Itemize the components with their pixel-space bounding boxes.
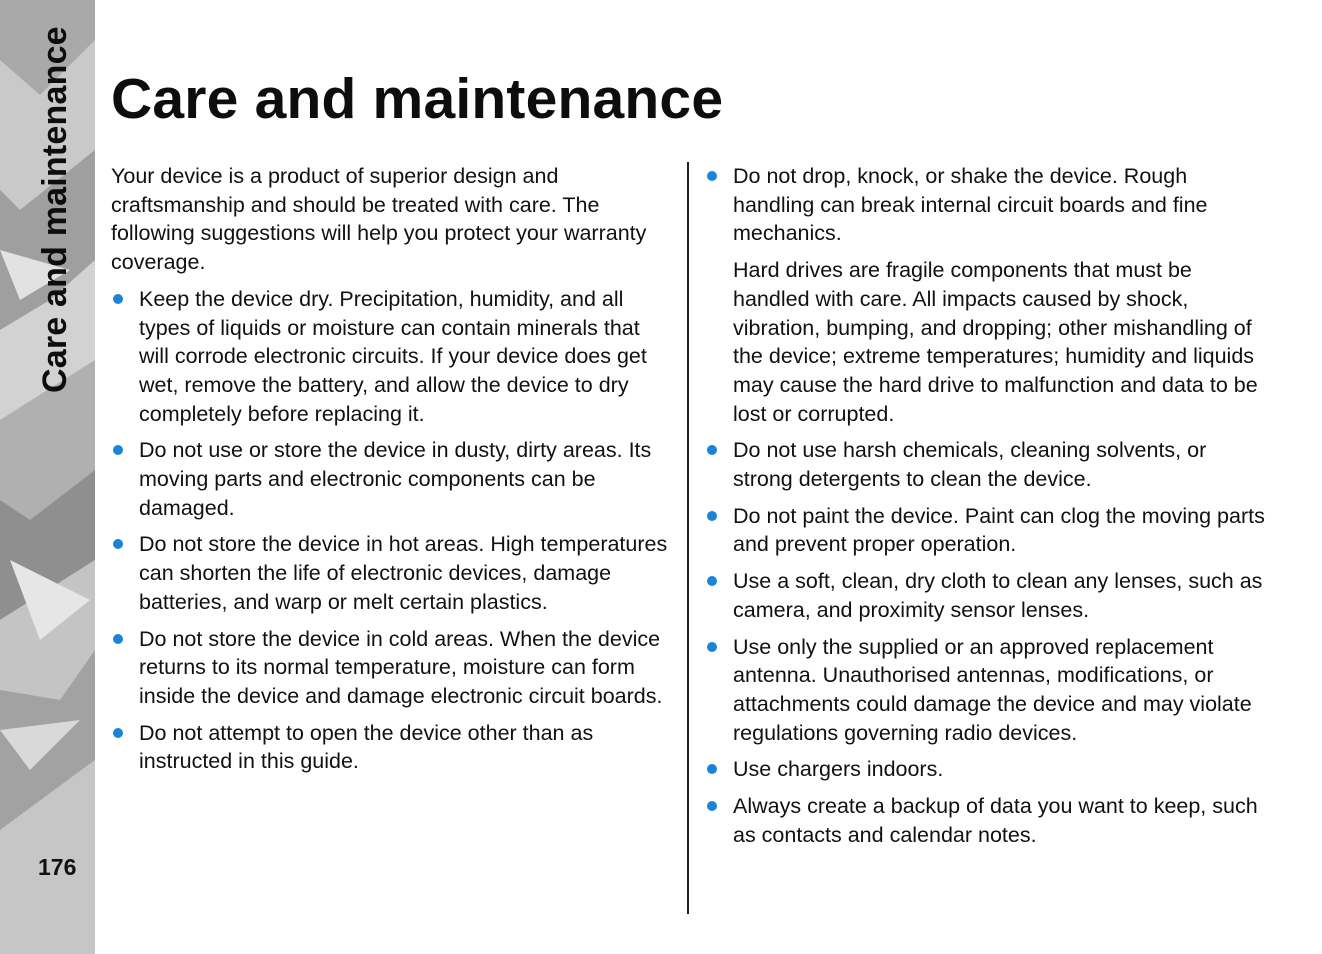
list-item-text: Do not drop, knock, or shake the device. Rough handling can break internal circuit boards and fine mechanics. [733, 164, 1208, 246]
list-item [111, 436, 673, 522]
list-item [705, 792, 1271, 849]
list-item-text: Use chargers indoors. [733, 757, 944, 782]
right-bullet-list [705, 162, 1271, 849]
right-column [705, 162, 1271, 857]
bullet-dot-icon [707, 801, 717, 811]
bullet-dot-icon [113, 445, 123, 455]
list-item-text: Use only the supplied or an approved replacement antenna. Unauthorised antennas, modifications, or attachments could damage the device and may violate regulations governing radio devices. [733, 634, 1252, 745]
list-item-text: Do not attempt to open the device other than as instructed in this guide. [139, 720, 594, 774]
list-item-text: Do not paint the device. Paint can clog the moving parts and prevent proper operation. [733, 503, 1265, 557]
list-item-text: Do not store the device in cold areas. When the device returns to its normal temperature, moisture can form inside the device and damage electronic circuit boards. [139, 626, 663, 708]
bullet-dot-icon [113, 539, 123, 549]
bullet-dot-icon [707, 511, 717, 521]
list-item [705, 755, 1271, 784]
list-item [111, 285, 673, 429]
list-item [705, 436, 1271, 493]
left-column [111, 162, 673, 784]
list-item [111, 625, 673, 711]
column-divider [687, 162, 689, 914]
bullet-dot-icon [113, 294, 123, 304]
sidebar-section-title: Care and maintenance [36, 26, 74, 393]
list-item-text: Do not use or store the device in dusty, dirty areas. Its moving parts and electronic components can be damaged. [139, 438, 652, 520]
list-item-text: Use a soft, clean, dry cloth to clean any lenses, such as camera, and proximity sensor lenses. [733, 569, 1263, 622]
page-title: Care and maintenance [111, 67, 724, 131]
list-item-text: Always create a backup of data you want to keep, such as contacts and calendar notes. [733, 794, 1258, 847]
list-item [705, 502, 1271, 559]
intro-paragraph: Your device is a product of superior design and craftsmanship and should be treated with care. The following suggestions will help you protect your warranty coverage. [111, 164, 647, 275]
list-item-text: Keep the device dry. Precipitation, humidity, and all types of liquids or moisture can contain minerals that will corrode electronic circuits. If your device does get wet, remove the battery, and allow the device to dry completely before replacing it. [139, 286, 647, 426]
bullet-dot-icon [707, 576, 717, 586]
sidebar [0, 0, 95, 954]
bullet-dot-icon [113, 634, 123, 644]
bullet-dot-icon [707, 642, 717, 652]
bullet-dot-icon [707, 445, 717, 455]
list-item-text: Do not store the device in hot areas. High temperatures can shorten the life of electronic devices, damage batteries, and warp or melt certain plastics. [139, 532, 668, 614]
left-bullet-list [111, 285, 673, 776]
list-item [705, 633, 1271, 748]
bullet-dot-icon [707, 171, 717, 181]
list-item-text: Do not use harsh chemicals, cleaning solvents, or strong detergents to clean the device. [733, 438, 1207, 492]
list-item [705, 162, 1271, 428]
page-number: 176 [38, 854, 77, 880]
list-item [111, 530, 673, 616]
bullet-dot-icon [707, 764, 717, 774]
list-item-extra-paragraph: Hard drives are fragile components that must be handled with care. All impacts caused by shock, vibration, bumping, and dropping; other mishandling of the device; extreme temperatures; humidity and liquids may cause the hard drive to malfunction and data to be lost or corrupted. [733, 258, 1258, 426]
list-item [705, 567, 1271, 624]
list-item [111, 719, 673, 776]
bullet-dot-icon [113, 728, 123, 738]
